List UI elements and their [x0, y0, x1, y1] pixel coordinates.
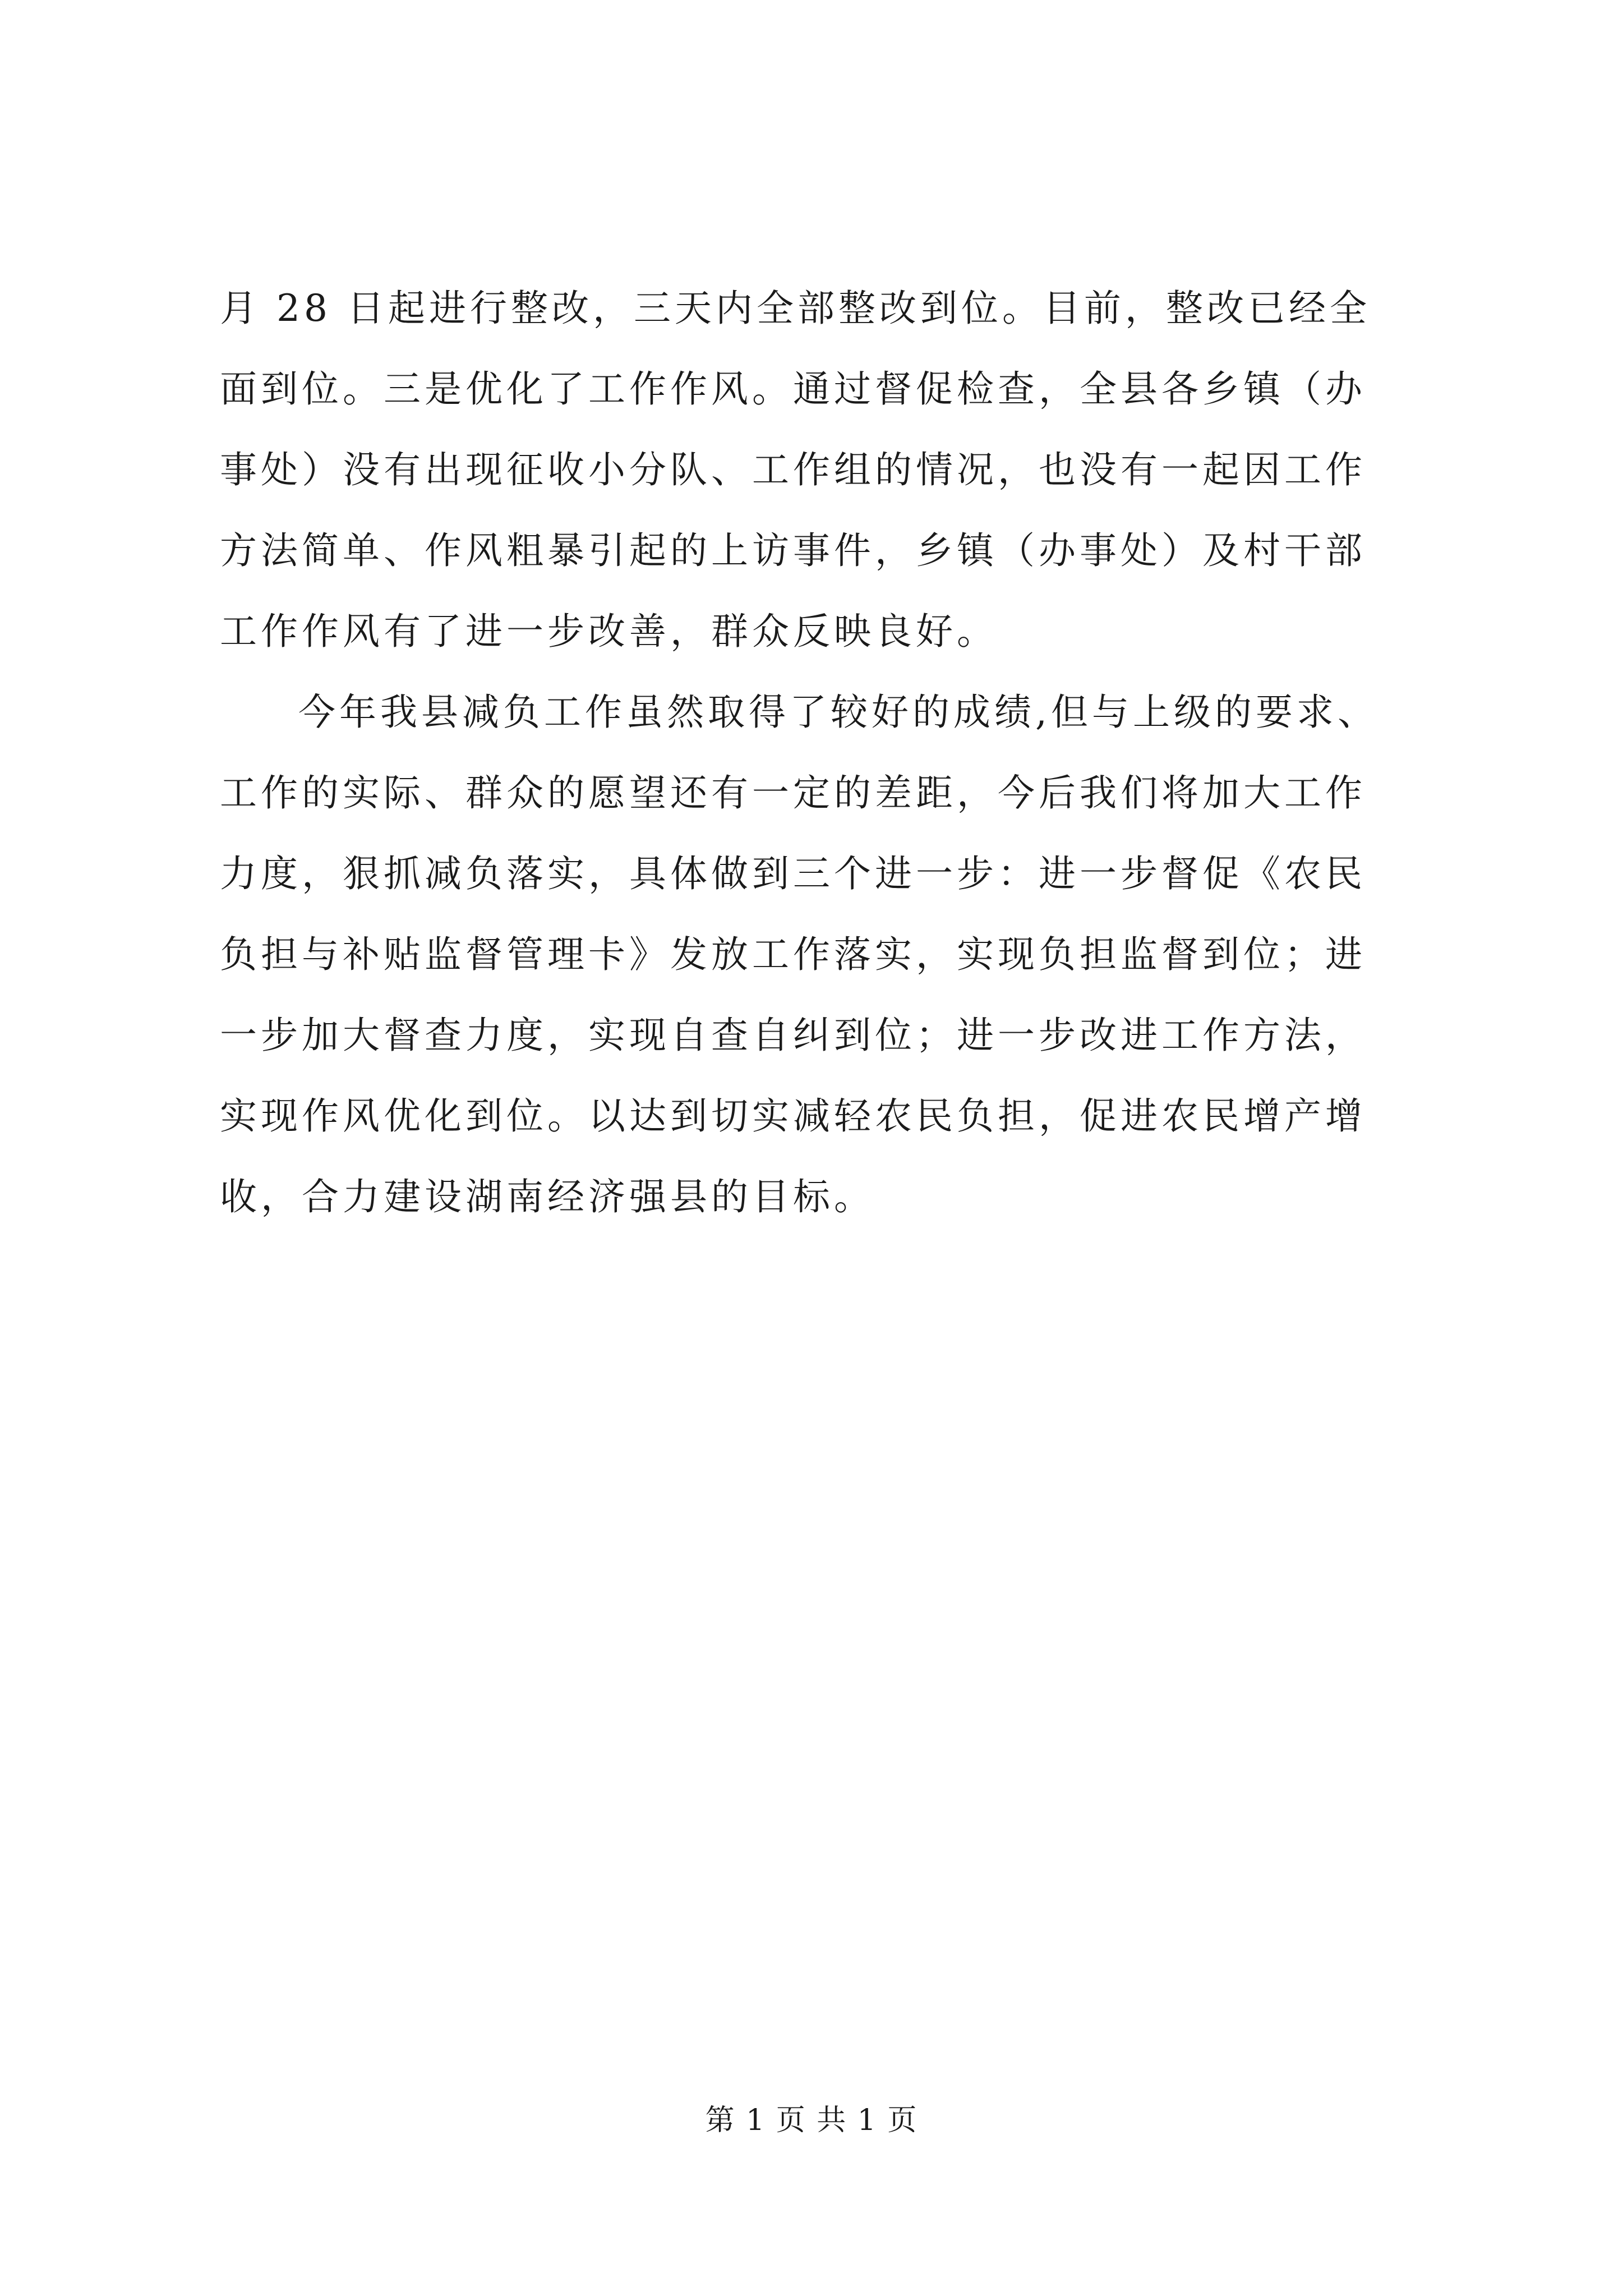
body-text-line: 实现作风优化到位。以达到切实减轻农民负担，促进农民增产增: [220, 1094, 1366, 1138]
body-text-line: 面到位。三是优化了工作作风。通过督促检查，全县各乡镇（办: [220, 367, 1366, 411]
body-text-line: 月 28 日起进行整改，三天内全部整改到位。目前，整改已经全: [220, 287, 1371, 330]
body-text-line: 工作的实际、群众的愿望还有一定的差距，今后我们将加大工作: [220, 771, 1366, 815]
paragraph-first-line: 今年我县减负工作虽然取得了较好的成绩,但与上级的要求、: [298, 691, 1378, 734]
body-text-line: 收，合力建设湖南经济强县的目标。: [220, 1175, 875, 1218]
document-body: [220, 268, 1414, 1237]
body-text-line: 工作作风有了进一步改善，群众反映良好。: [220, 610, 998, 653]
body-text-line: 负担与补贴监督管理卡》发放工作落实，实现负担监督到位；进: [220, 933, 1366, 976]
body-text-line: 力度，狠抓减负落实，具体做到三个进一步：进一步督促《农民: [220, 852, 1366, 895]
body-text-line: 一步加大督查力度，实现自查自纠到位；进一步改进工作方法，: [220, 1014, 1366, 1057]
page-footer: 第 1 页 共 1 页: [705, 2104, 918, 2137]
body-text-line: 事处）没有出现征收小分队、工作组的情况，也没有一起因工作: [220, 448, 1366, 491]
body-text-line: 方法简单、作风粗暴引起的上访事件，乡镇（办事处）及村干部: [220, 529, 1366, 572]
